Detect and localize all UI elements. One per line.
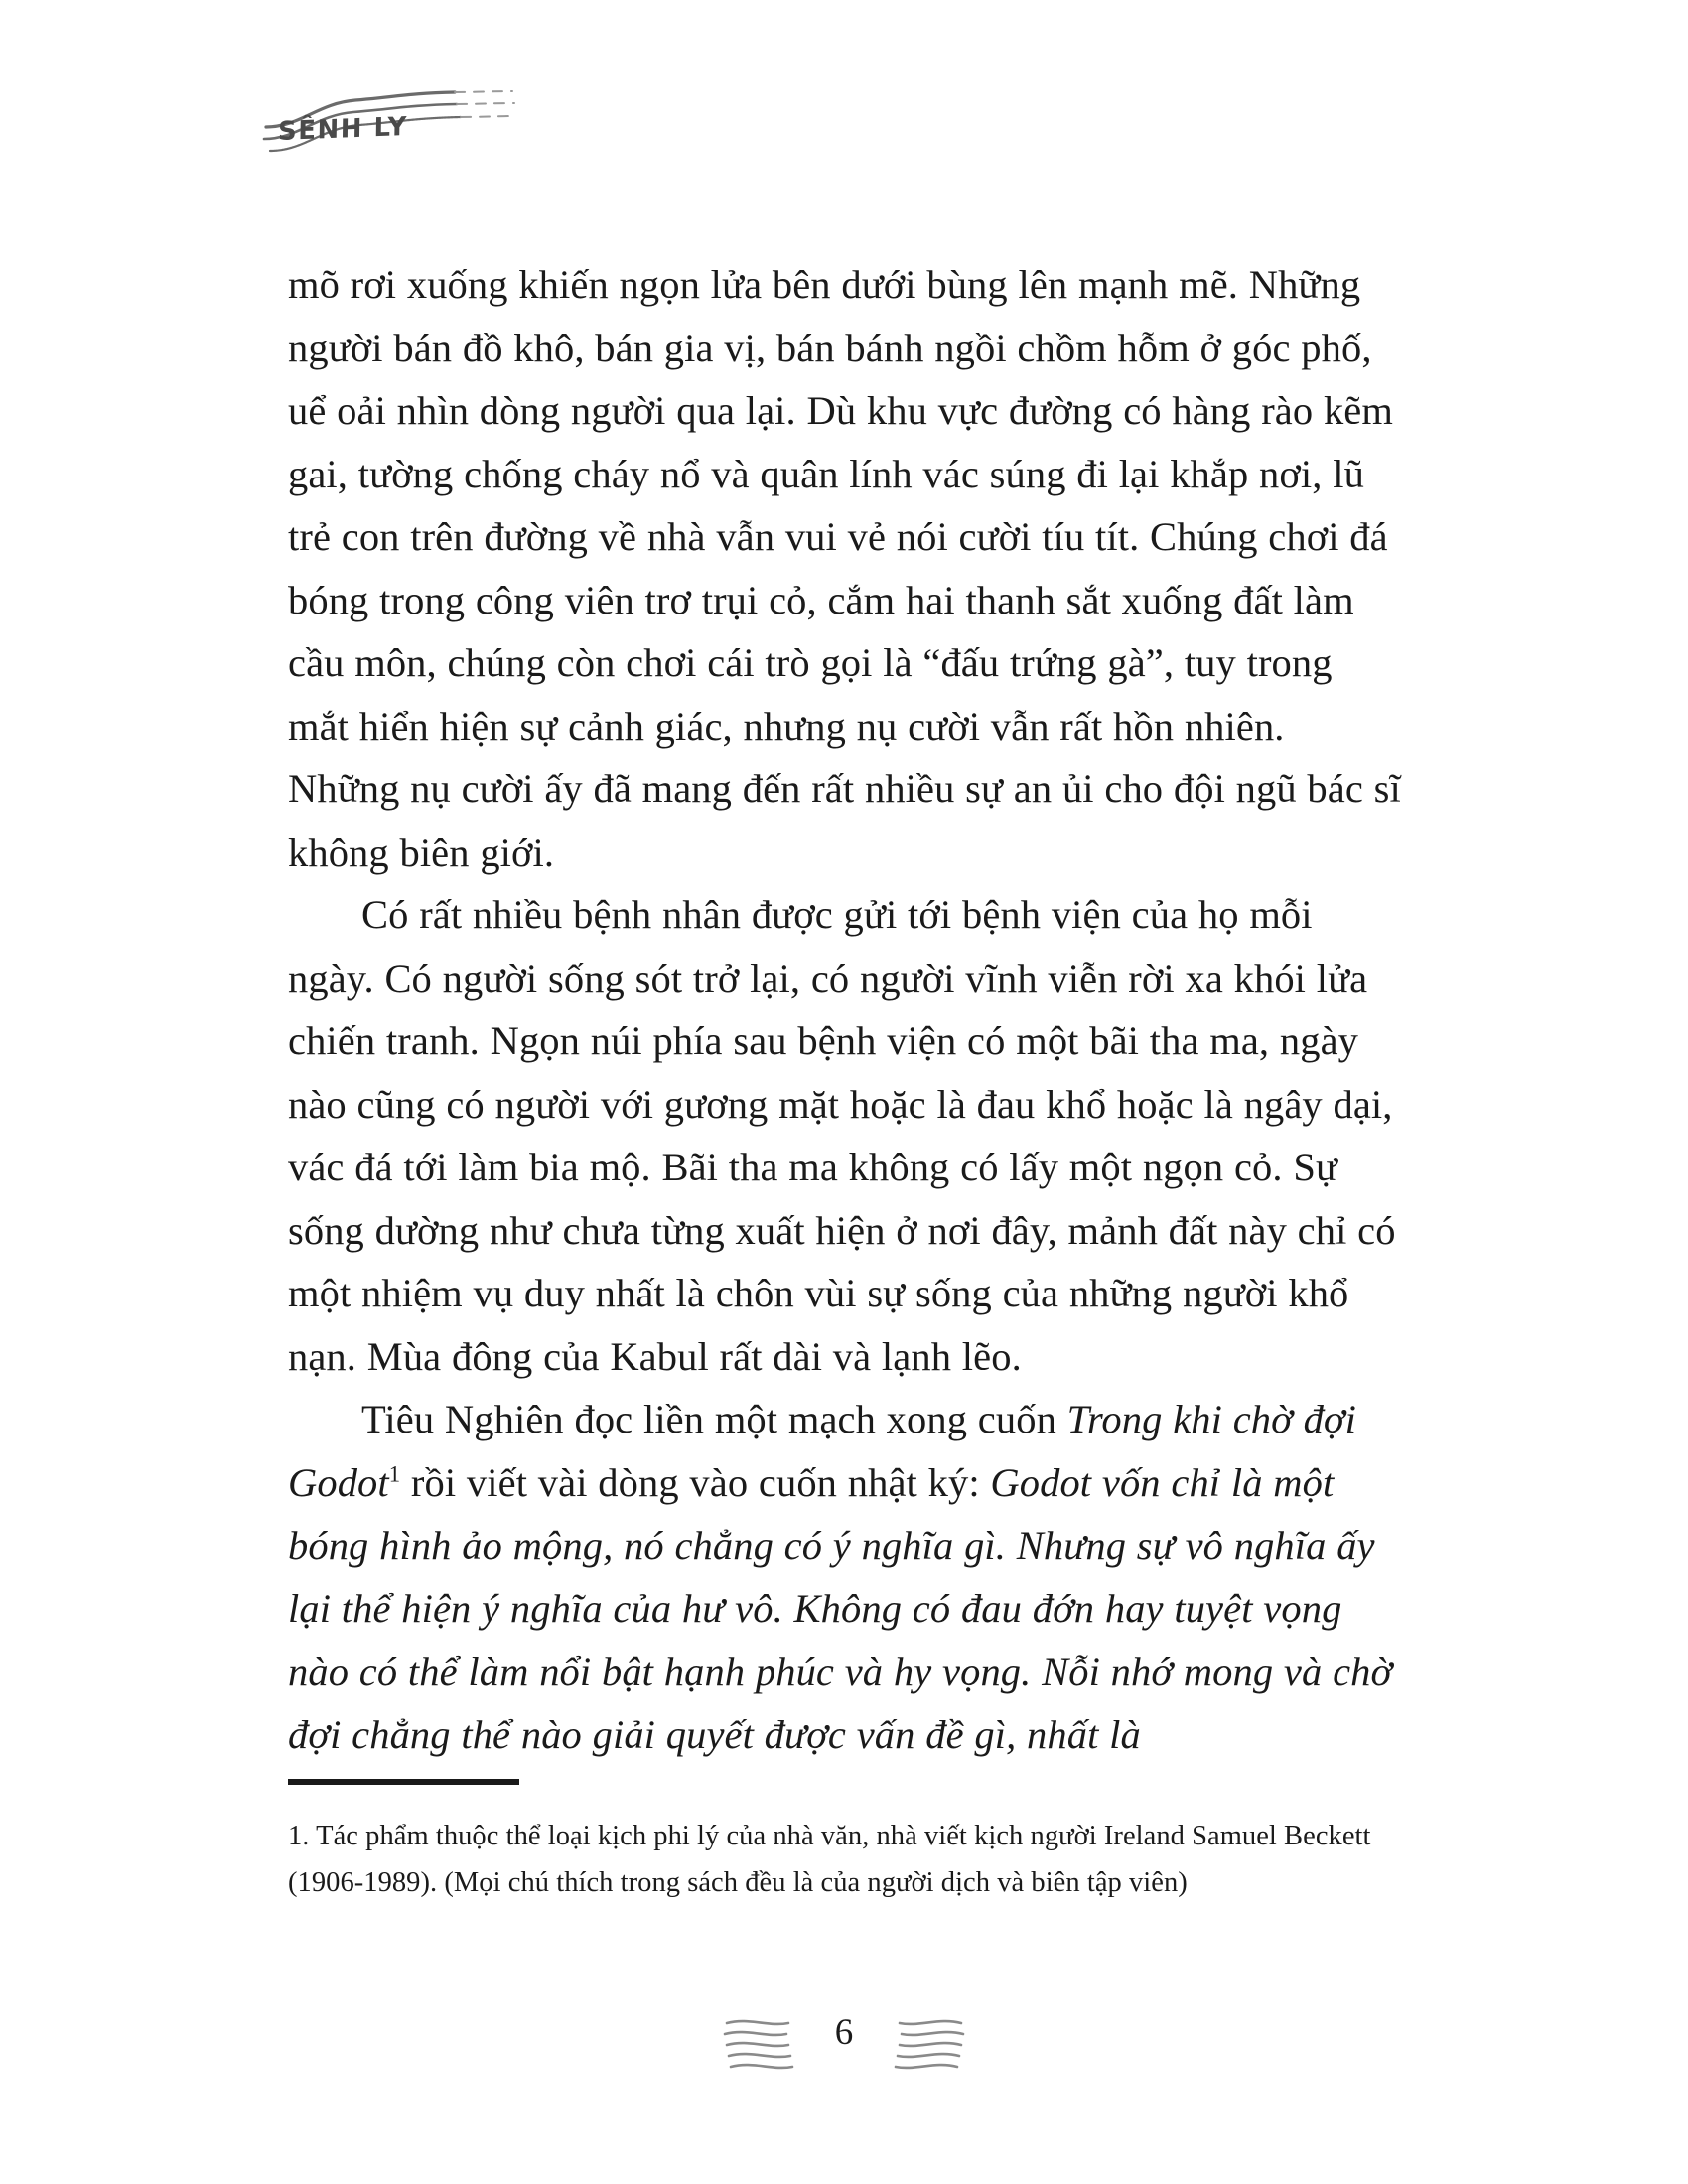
footnote-separator-rule xyxy=(288,1779,519,1785)
page-number: 6 xyxy=(834,2012,854,2053)
footnote-text: 1. Tác phẩm thuộc thể loại kịch phi lý của nhà văn, nhà viết kịch người Ireland Samuel Beckett (1906-1989). (Mọi chú thích trong sách đều là của người dịch và biên tập viên) xyxy=(288,1821,1371,1898)
footnote-area xyxy=(288,1779,1403,1906)
p3-mid-text: rồi viết vài dòng vào cuốn nhật ký: xyxy=(400,1459,991,1505)
paragraph-2: Có rất nhiều bệnh nhân được gửi tới bệnh viện của họ mỗi ngày. Có người sống sót trở lại, có người vĩnh viễn rời xa khói lửa chiến tranh. Ngọn núi phía sau bệnh viện có một bãi tha ma, ngày nào cũng có người với gương mặt hoặc là đau khổ hoặc là ngây dại, vác đá tới làm bia mộ. Bãi tha ma không có lấy một ngọn cỏ. Sự sống dường như chưa từng xuất hiện ở nơi đây, mảnh đất này chỉ có một nhiệm vụ duy nhất là chôn vùi sự sống của những người khổ nạn. Mùa đông của Kabul rất dài và lạnh lẽo. xyxy=(288,892,1396,1379)
p3-diary-quote: Godot vốn chỉ là một bóng hình ảo mộng, nó chẳng có ý nghĩa gì. Nhưng sự vô nghĩa ấy lại thể hiện ý nghĩa của hư vô. Không có đau đớn hay tuyệt vọng nào có thể làm nổi bật hạnh phúc và hy vọng. Nỗi nhớ mong và chờ đợi chẳng thể nào giải quyết được vấn đề gì, nhất là xyxy=(288,1459,1393,1757)
paragraph-1: mõ rơi xuống khiến ngọn lửa bên dưới bùng lên mạnh mẽ. Những người bán đồ khô, bán gia vị, bán bánh ngồi chồm hỗm ở góc phố, uể oải nhìn dòng người qua lại. Dù khu vực đường có hàng rào kẽm gai, tường chống cháy nổ và quân lính vác súng đi lại khắp nơi, lũ trẻ con trên đường về nhà vẫn vui vẻ nói cười tíu tít. Chúng chơi đá bóng trong công viên trơ trụi cỏ, cắm hai thanh sắt xuống đất làm cầu môn, chúng còn chơi cái trò gọi là “đấu trứng gà”, tuy trong mắt hiển hiện sự cảnh giác, nhưng nụ cười vẫn rất hồn nhiên. Những nụ cười ấy đã mang đến rất nhiều sự an ủi cho đội ngũ bác sĩ không biên giới. xyxy=(288,262,1401,875)
paragraph-3 xyxy=(288,1388,1403,1766)
p3-lead-text: Tiêu Nghiên đọc liền một mạch xong cuốn xyxy=(361,1397,1067,1441)
running-head-label: SÊNH LY xyxy=(277,111,409,148)
main-text-block xyxy=(288,253,1403,1766)
footnote-reference-marker[interactable]: 1 xyxy=(388,1461,401,1486)
p3-book-title: Trong khi chờ đợi Godot xyxy=(288,1397,1356,1505)
page-footer xyxy=(0,1976,1688,2115)
running-head xyxy=(260,87,518,159)
